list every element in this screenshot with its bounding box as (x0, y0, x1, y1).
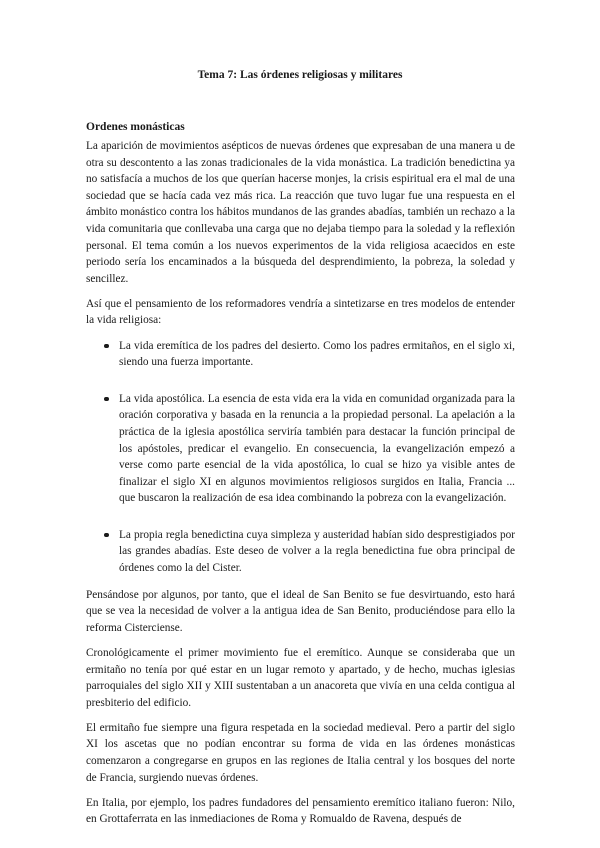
paragraph: El ermitaño fue siempre una figura respetada en la sociedad medieval. Pero a partir del siglo XI los ascetas que no podían encontrar su forma de vida en las órdenes monásticas comenzaron a congregarse en grupos en las regiones de Italia central y los bosques del norte de Francia, surgiendo nuevas órdenes. (86, 721, 515, 784)
document-title: Tema 7: Las órdenes religiosas y militares (197, 69, 403, 81)
list-item-text: La propia regla benedictina cuya simpleza y austeridad habían sido desprestigiados por las grandes abadías. Este deseo de volver a la regla benedictina fue obra principal de órdenes como la del Cister. (119, 528, 515, 575)
paragraph: Así que el pensamiento de los reformadores vendría a sintetizarse en tres modelos de entender la vida religiosa: (86, 297, 515, 327)
list-item-text: La vida apostólica. La esencia de esta vida era la vida en comunidad organizada para la oración corporativa y basada en la renuncia a la propiedad personal. La apelación a la práctica de la iglesia apostólica serviría también para destacar la función principal de los apóstoles, predicar el evangelio. En consecuencia, la evangelización empezó a verse como parte esencial de la vida apostólica, lo cual se hizo ya visible antes de finalizar el siglo XI en algunos movimientos religiosos surgidos en Italia, Francia ... que buscaron la realización de esa idea combinando la pobreza con la evangelización. (119, 392, 515, 505)
bullet-icon (104, 397, 109, 402)
bullet-icon (104, 344, 109, 349)
bullet-list (86, 338, 515, 577)
list-item (86, 391, 515, 507)
paragraph: La aparición de movimientos asépticos de nuevas órdenes que expresaban de una manera u de otra su descontento a las zonas tradicionales de la vida monástica. La tradición benedictina ya no satisfacía a muchos de los que querían hacerse monjes, la crisis espiritual era el mal de una sociedad que se hacía cada vez más rica. La reacción que tuvo lugar fue una respuesta en el ámbito monástico contra los hábitos mundanos de las grandes abadías, también un rechazo a la vida comunitaria que conllevaba una carga que no dejaba tiempo para la soledad y la reflexión personal. El tema común a los nuevos experimentos de la vida religiosa acaecidos en este periodo sería los encaminados a la búsqueda del desprendimiento, la pobreza, la soledad y sencillez. (86, 140, 515, 285)
bullet-icon (104, 533, 109, 538)
document-body (86, 138, 515, 836)
list-item-text: La vida eremítica de los padres del desierto. Como los padres ermitaños, en el siglo xi, siendo una fuerza importante. (119, 339, 515, 369)
list-item (86, 527, 515, 577)
paragraph: Pensándose por algunos, por tanto, que el ideal de San Benito se fue desvirtuando, esto hará que se vea la necesidad de volver a la antigua idea de San Benito, produciéndose para ello la reforma Cisterciense. (86, 588, 515, 634)
paragraph: En Italia, por ejemplo, los padres fundadores del pensamiento eremítico italiano fueron: Nilo, en Grottaferrata en las inmediaciones de Roma y Romualdo de Ravena, después de (86, 796, 515, 826)
list-item (86, 338, 515, 371)
section-heading: Ordenes monásticas (86, 121, 185, 133)
paragraph: Cronológicamente el primer movimiento fue el eremítico. Aunque se consideraba que un ermitaño no tenía por qué estar en un lugar remoto y apartado, y de hecho, muchas iglesias parroquiales del siglo XII y XIII sustentaban a un anacoreta que vivía en una celda contigua al presbiterio del edificio. (86, 646, 515, 709)
